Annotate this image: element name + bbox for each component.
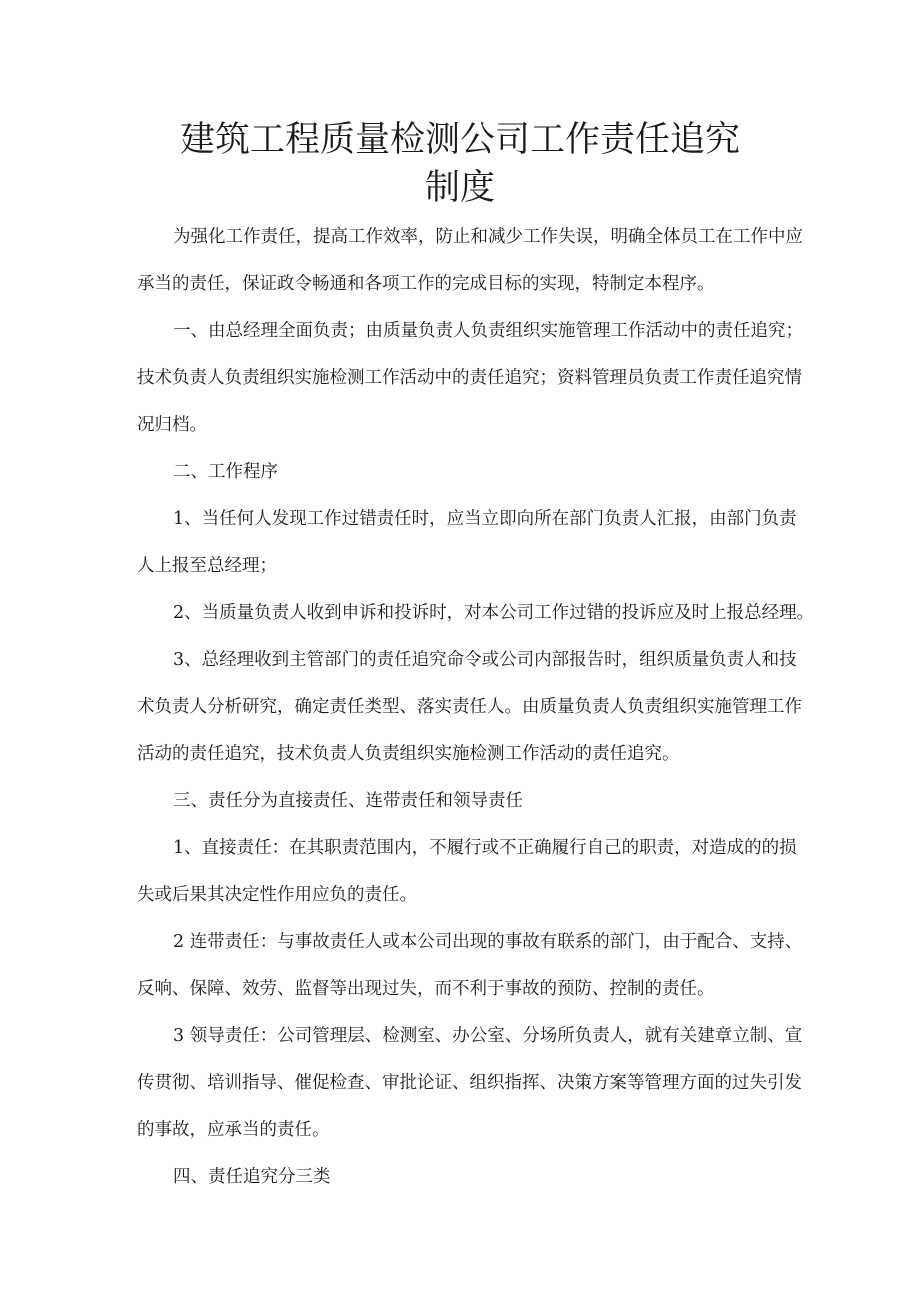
text-line: 承当的责任，保证政令畅通和各项工作的完成目标的实现，特制定本程序。 [137,274,715,294]
text-line: 人上报至总经理； [137,556,277,576]
text-line: 的事故，应承当的责任。 [137,1120,330,1140]
text-line: 3 领导责任：公司管理层、检测室、办公室、分场所负责人，就有关建章立制、宣 [173,1026,803,1046]
text-line: 活动的责任追究，技术负责人负责组织实施检测工作活动的责任追究。 [137,744,680,764]
text-line: 况归档。 [137,415,207,435]
text-line: 传贯彻、培训指导、催促检查、审批论证、组织指挥、决策方案等管理方面的过失引发 [137,1073,802,1093]
section-heading: 二、工作程序 [173,462,278,482]
document-title-line-2: 制度 [424,168,495,208]
text-line: 失或后果其决定性作用应负的责任。 [137,885,417,905]
text-line: 2、当质量负责人收到申诉和投诉时，对本公司工作过错的投诉应及时上报总经理。 [173,603,815,623]
text-line: 为强化工作责任，提高工作效率，防止和减少工作失误，明确全体员工在工作中应 [173,227,803,247]
text-line: 2 连带责任：与事故责任人或本公司出现的事故有联系的部门，由于配合、支持、 [173,932,803,952]
text-line: 1、当任何人发现工作过错责任时，应当立即向所在部门负责人汇报，由部门负责 [173,509,797,529]
text-line: 3、总经理收到主管部门的责任追究命令或公司内部报告时，组织质量负责人和技 [173,650,797,670]
text-line: 技术负责人负责组织实施检测工作活动中的责任追究；资料管理员负责工作责任追究情 [137,368,802,388]
text-line: 术负责人分析研究，确定责任类型、落实责任人。由质量负责人负责组织实施管理工作 [137,697,802,717]
text-line: 1、直接责任：在其职责范围内，不履行或不正确履行自己的职责，对造成的的损 [173,838,797,858]
section-heading: 三、责任分为直接责任、连带责任和领导责任 [173,791,523,811]
text-line: 一、由总经理全面负责；由质量负责人负责组织实施管理工作活动中的责任追究； [173,321,803,341]
section-heading: 四、责任追究分三类 [173,1167,331,1187]
text-line: 反响、保障、效劳、监督等出现过失，而不利于事故的预防、控制的责任。 [137,979,715,999]
document-title-line-1: 建筑工程质量检测公司工作责任追究 [179,120,740,160]
